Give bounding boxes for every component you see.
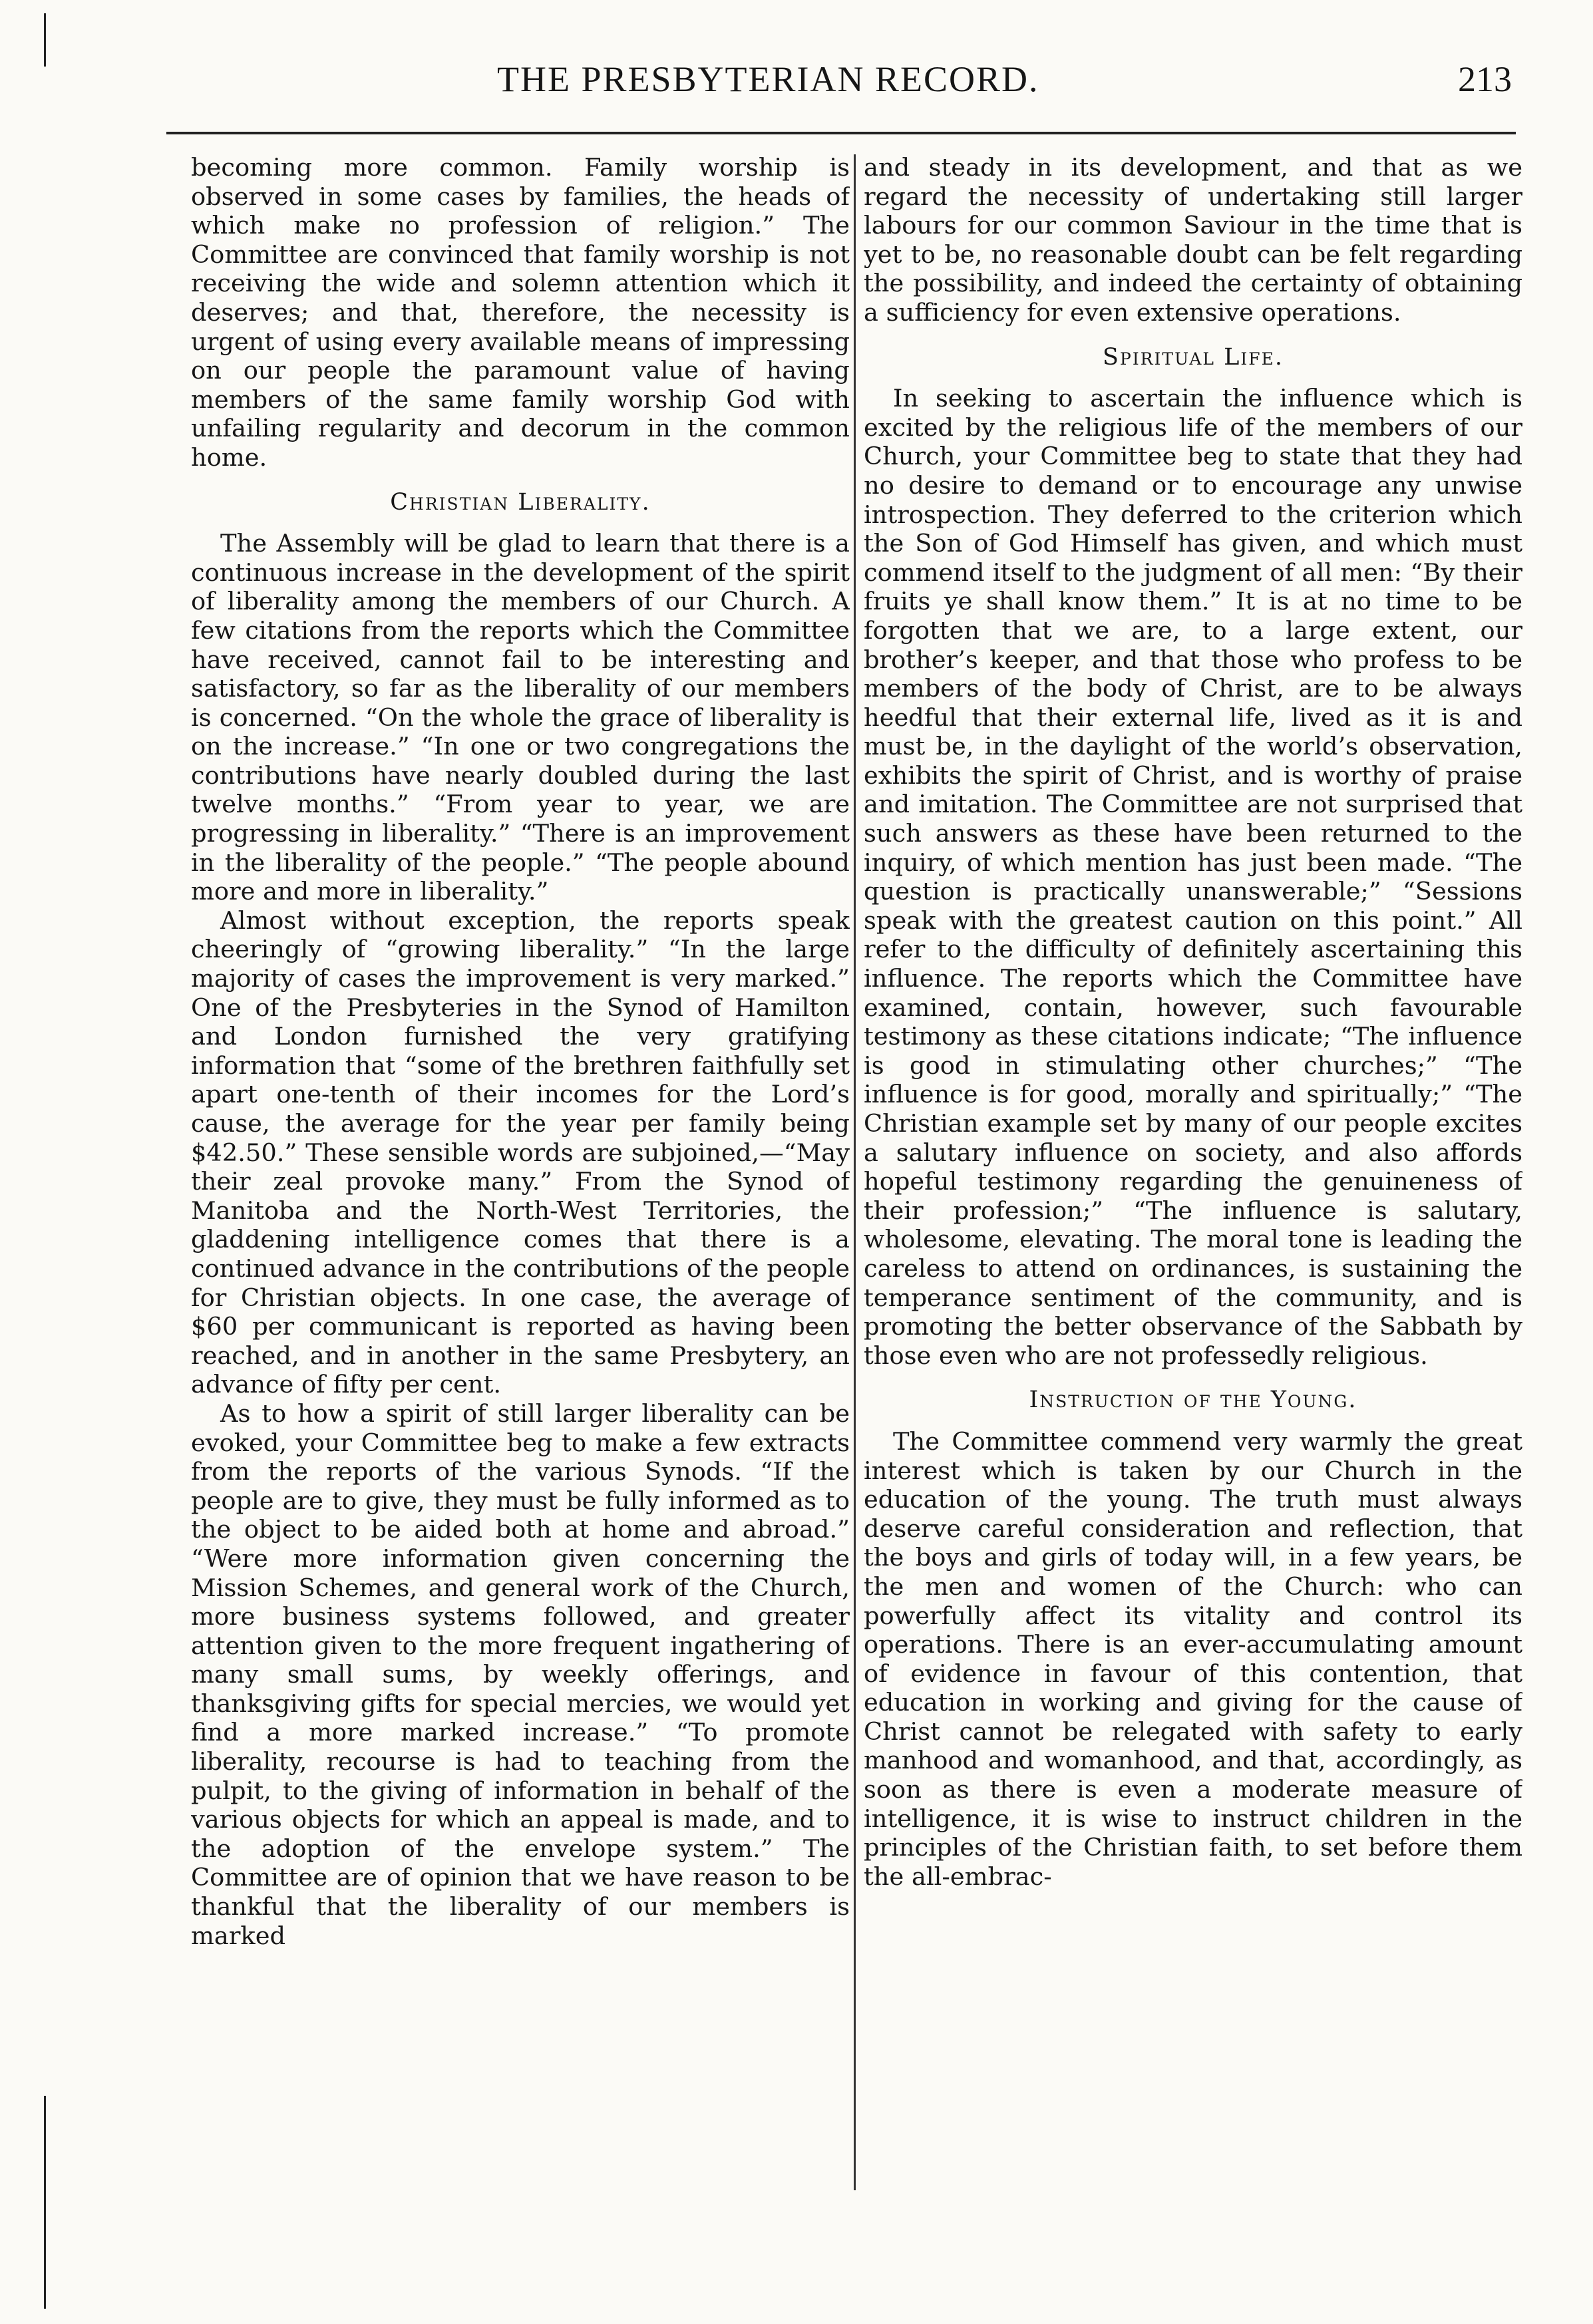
page-header [194,59,1512,112]
binding-margin-mark-top [44,13,46,67]
left-paragraph-liberality-extracts: As to how a spirit of still larger liberality can be evoked, your Committee beg to make a few extracts from the reports of the various Synods. “If the people are to give, they must be fully informed as to the object to be aided both at home and abroad.” “Were more information given concerning the Mission Schemes, and general work of the Church, more business systems followed, and greater attention given to the more frequent ingathering of many small sums, by weekly offerings, and thanksgiving gifts for special mercies, we would yet find a more marked increase.” “To promote liberality, recourse is had to teaching from the pulpit, to the giving of information in behalf of the various objects for which an appeal is made, and to the adoption of the envelope system.” The Committee are of opinion that we have reason to be thankful that the liberality of our members is marked [191,1399,850,1950]
right-paragraph-instruction: The Committee commend very warmly the great interest which is taken by our Church in the education of the young. The truth must always deserve careful consideration and reflection, that the boys and girls of today will, in a few years, be the men and women of the Church: who can powerfully affect its vitality and control its operations. There is an ever-accumulating amount of evidence in favour of this contention, that education in working and giving for the cause of Christ cannot be relegated with safety to early manhood and womanhood, and that, accordingly, as soon as there is even a moderate measure of intelligence, it is wise to instruct children in the principles of the Christian faith, to set before them the all-embrac- [864,1426,1522,1891]
header-rule [166,132,1516,134]
heading-instruction-of-the-young: Instruction of the Young. [1029,1387,1357,1414]
right-paragraph-spiritual-life: In seeking to ascertain the influence which is excited by the religious life of the members of our Church, your Committee beg to state that they had no desire to demand or to encourage any unwise introspection. They deferred to the criterion which the Son of God Himself has given, and which must commend itself to the judgment of all men: “By their fruits ye shall know them.” It is at no time to be forgotten that we are, to a large extent, our brother’s keeper, and that those who profess to be members of the body of Christ, are to be always heedful that their external life, lived as it is and must be, in the daylight of the world’s observation, exhibits the spirit of Christ, and is worthy of praise and imitation. The Committee are not surprised that such answers as these have been returned to the inquiry, of which mention has just been made. “The question is practically unanswerable;” “Sessions speak with the greatest caution on this point.” All refer to the difficulty of definitely ascertaining this influence. The reports which the Committee have examined, contain, however, such favourable testimony as these citations indicate; “The influence is good in stimulating other churches;” “The influence is for good, morally and spiritually;” “The Christian example set by many of our people excites a salutary influence on society, and also affords hopeful testimony regarding the genuineness of their profession;” “The influence is salutary, wholesome, elevating. The moral tone is leading the careless to attend on ordinances, is sustaining the temperance sentiment of the community, and is promoting the better observance of the Sabbath by those even who are not professedly religious. [864,384,1522,1370]
page-number: 213 [1458,59,1512,99]
right-column [864,153,1522,2206]
heading-christian-liberality: Christian Liberality. [390,488,651,516]
running-title: THE PRESBYTERIAN RECORD. [497,59,1039,99]
left-paragraph-liberality-reports: Almost without exception, the reports speak cheeringly of “growing liberality.” “In the large majority of cases the improvement is very marked.” One of the Presbyteries in the Synod of Hamilton and London furnished the very gratifying information that “some of the brethren faithfully set apart one-tenth of their incomes for the Lord’s cause, the average for the year per family being $42.50.” These sensible words are subjoined,—“May their zeal provoke many.” From the Synod of Manitoba and the North-West Territories, the gladdening intelligence comes that there is a continued advance in the contributions of the people for Christian objects. In one case, the average of $60 per communicant is reported as having been reached, and in another in the same Presbytery, an advance of fifty per cent. [191,906,850,1399]
binding-margin-mark-bottom [44,2096,46,2309]
left-paragraph-liberality-intro: The Assembly will be glad to learn that there is a continuous increase in the development of the spirit of liberality among the members of our Church. A few citations from the reports which the Committee have received, cannot fail to be interesting and satisfactory, so far as the liberality of our members is concerned. “On the whole the grace of liberality is on the increase.” “In one or two congregations the contributions have nearly doubled during the last twelve months.” “From year to year, we are progressing in liberality.” “There is an improvement in the liberality of the people.” “The people abound more and more in liberality.” [191,529,850,906]
left-paragraph-family-worship: becoming more common. Family worship is observed in some cases by families, the heads of which make no profession of religion.” The Committee are convinced that family worship is not receiving the wide and solemn attention which it deserves; and that, therefore, the necessity is urgent of using every available means of impressing on our people the paramount value of having members of the same family worship God with unfailing regularity and decorum in the common home. [191,153,850,472]
heading-spiritual-life: Spiritual Life. [1103,343,1284,371]
column-divider [854,154,856,2190]
left-column [191,153,850,2206]
right-paragraph-continuation: and steady in its development, and that as we regard the necessity of undertaking still larger labours for our common Saviour in the time that is yet to be, no reasonable doubt can be felt regarding the possibility, and indeed the certainty of obtaining a sufficiency for even extensive operations. [864,153,1522,327]
